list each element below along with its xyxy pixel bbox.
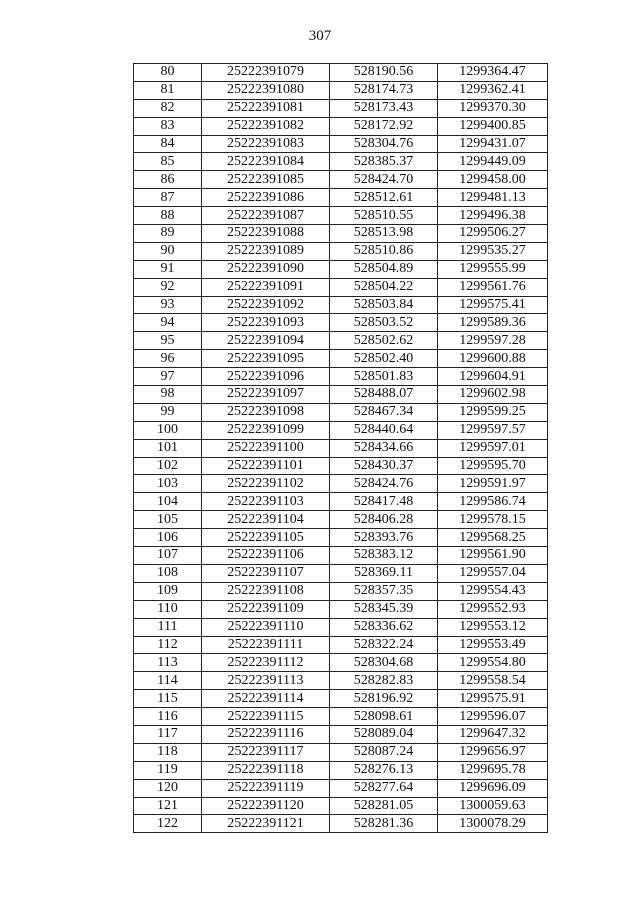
point-id-cell: 25222391087 xyxy=(202,207,330,225)
point-id-cell: 25222391121 xyxy=(202,815,330,833)
point-id-cell: 25222391081 xyxy=(202,99,330,117)
point-id-cell: 25222391106 xyxy=(202,547,330,565)
row-number-cell: 87 xyxy=(134,189,202,207)
row-number-cell: 86 xyxy=(134,171,202,189)
table-row xyxy=(134,547,548,565)
point-id-cell: 25222391085 xyxy=(202,171,330,189)
row-number-cell: 119 xyxy=(134,761,202,779)
table-row xyxy=(134,135,548,153)
point-id-cell: 25222391111 xyxy=(202,636,330,654)
point-id-cell: 25222391098 xyxy=(202,403,330,421)
row-number-cell: 90 xyxy=(134,242,202,260)
point-id-cell: 25222391083 xyxy=(202,135,330,153)
y-coordinate-cell: 1300078.29 xyxy=(438,815,548,833)
table-row xyxy=(134,708,548,726)
table-row xyxy=(134,81,548,99)
table-row xyxy=(134,296,548,314)
x-coordinate-cell: 528276.13 xyxy=(330,761,438,779)
table-row xyxy=(134,99,548,117)
point-id-cell: 25222391118 xyxy=(202,761,330,779)
table-row xyxy=(134,797,548,815)
x-coordinate-cell: 528504.22 xyxy=(330,278,438,296)
x-coordinate-cell: 528510.55 xyxy=(330,207,438,225)
point-id-cell: 25222391096 xyxy=(202,368,330,386)
table-body xyxy=(134,64,548,833)
x-coordinate-cell: 528282.83 xyxy=(330,672,438,690)
table-row xyxy=(134,564,548,582)
row-number-cell: 93 xyxy=(134,296,202,314)
table-row xyxy=(134,278,548,296)
y-coordinate-cell: 1299575.41 xyxy=(438,296,548,314)
x-coordinate-cell: 528510.86 xyxy=(330,242,438,260)
y-coordinate-cell: 1299604.91 xyxy=(438,368,548,386)
table-row xyxy=(134,350,548,368)
point-id-cell: 25222391089 xyxy=(202,242,330,260)
point-id-cell: 25222391091 xyxy=(202,278,330,296)
point-id-cell: 25222391090 xyxy=(202,260,330,278)
x-coordinate-cell: 528281.36 xyxy=(330,815,438,833)
y-coordinate-cell: 1299578.15 xyxy=(438,511,548,529)
row-number-cell: 95 xyxy=(134,332,202,350)
row-number-cell: 85 xyxy=(134,153,202,171)
point-id-cell: 25222391097 xyxy=(202,386,330,404)
y-coordinate-cell: 1299597.57 xyxy=(438,421,548,439)
x-coordinate-cell: 528424.76 xyxy=(330,475,438,493)
x-coordinate-cell: 528336.62 xyxy=(330,618,438,636)
row-number-cell: 101 xyxy=(134,439,202,457)
row-number-cell: 81 xyxy=(134,81,202,99)
table-row xyxy=(134,421,548,439)
y-coordinate-cell: 1299568.25 xyxy=(438,529,548,547)
point-id-cell: 25222391094 xyxy=(202,332,330,350)
x-coordinate-cell: 528089.04 xyxy=(330,725,438,743)
row-number-cell: 103 xyxy=(134,475,202,493)
table-row xyxy=(134,189,548,207)
table-row xyxy=(134,403,548,421)
row-number-cell: 117 xyxy=(134,725,202,743)
row-number-cell: 105 xyxy=(134,511,202,529)
x-coordinate-cell: 528277.64 xyxy=(330,779,438,797)
row-number-cell: 88 xyxy=(134,207,202,225)
table-row xyxy=(134,457,548,475)
table-row xyxy=(134,600,548,618)
y-coordinate-cell: 1299597.28 xyxy=(438,332,548,350)
y-coordinate-cell: 1299554.80 xyxy=(438,654,548,672)
point-id-cell: 25222391112 xyxy=(202,654,330,672)
table-row xyxy=(134,636,548,654)
row-number-cell: 89 xyxy=(134,225,202,243)
table-row xyxy=(134,511,548,529)
table-row xyxy=(134,672,548,690)
y-coordinate-cell: 1299458.00 xyxy=(438,171,548,189)
table-row xyxy=(134,368,548,386)
point-id-cell: 25222391095 xyxy=(202,350,330,368)
point-id-cell: 25222391079 xyxy=(202,64,330,82)
table-row xyxy=(134,225,548,243)
row-number-cell: 112 xyxy=(134,636,202,654)
x-coordinate-cell: 528385.37 xyxy=(330,153,438,171)
x-coordinate-cell: 528172.92 xyxy=(330,117,438,135)
y-coordinate-cell: 1299696.09 xyxy=(438,779,548,797)
point-id-cell: 25222391102 xyxy=(202,475,330,493)
point-id-cell: 25222391114 xyxy=(202,690,330,708)
table-row xyxy=(134,153,548,171)
y-coordinate-cell: 1299589.36 xyxy=(438,314,548,332)
y-coordinate-cell: 1299535.27 xyxy=(438,242,548,260)
table-row xyxy=(134,64,548,82)
table-row xyxy=(134,439,548,457)
table-row xyxy=(134,743,548,761)
x-coordinate-cell: 528304.68 xyxy=(330,654,438,672)
y-coordinate-cell: 1299555.99 xyxy=(438,260,548,278)
row-number-cell: 102 xyxy=(134,457,202,475)
x-coordinate-cell: 528393.76 xyxy=(330,529,438,547)
point-id-cell: 25222391115 xyxy=(202,708,330,726)
y-coordinate-cell: 1299596.07 xyxy=(438,708,548,726)
row-number-cell: 107 xyxy=(134,547,202,565)
row-number-cell: 115 xyxy=(134,690,202,708)
row-number-cell: 96 xyxy=(134,350,202,368)
x-coordinate-cell: 528383.12 xyxy=(330,547,438,565)
x-coordinate-cell: 528501.83 xyxy=(330,368,438,386)
y-coordinate-cell: 1299431.07 xyxy=(438,135,548,153)
point-id-cell: 25222391101 xyxy=(202,457,330,475)
point-id-cell: 25222391120 xyxy=(202,797,330,815)
x-coordinate-cell: 528196.92 xyxy=(330,690,438,708)
y-coordinate-cell: 1299656.97 xyxy=(438,743,548,761)
y-coordinate-cell: 1299561.90 xyxy=(438,547,548,565)
row-number-cell: 92 xyxy=(134,278,202,296)
y-coordinate-cell: 1299600.88 xyxy=(438,350,548,368)
row-number-cell: 98 xyxy=(134,386,202,404)
y-coordinate-cell: 1299695.78 xyxy=(438,761,548,779)
y-coordinate-cell: 1299595.70 xyxy=(438,457,548,475)
x-coordinate-cell: 528513.98 xyxy=(330,225,438,243)
x-coordinate-cell: 528173.43 xyxy=(330,99,438,117)
y-coordinate-cell: 1299599.25 xyxy=(438,403,548,421)
table-row xyxy=(134,314,548,332)
row-number-cell: 113 xyxy=(134,654,202,672)
table-row xyxy=(134,260,548,278)
x-coordinate-cell: 528174.73 xyxy=(330,81,438,99)
y-coordinate-cell: 1299496.38 xyxy=(438,207,548,225)
y-coordinate-cell: 1299370.30 xyxy=(438,99,548,117)
y-coordinate-cell: 1299362.41 xyxy=(438,81,548,99)
x-coordinate-cell: 528430.37 xyxy=(330,457,438,475)
y-coordinate-cell: 1299591.97 xyxy=(438,475,548,493)
x-coordinate-cell: 528467.34 xyxy=(330,403,438,421)
row-number-cell: 100 xyxy=(134,421,202,439)
x-coordinate-cell: 528440.64 xyxy=(330,421,438,439)
row-number-cell: 83 xyxy=(134,117,202,135)
y-coordinate-cell: 1299557.04 xyxy=(438,564,548,582)
row-number-cell: 110 xyxy=(134,600,202,618)
table-row xyxy=(134,690,548,708)
row-number-cell: 94 xyxy=(134,314,202,332)
y-coordinate-cell: 1299647.32 xyxy=(438,725,548,743)
point-id-cell: 25222391108 xyxy=(202,582,330,600)
point-id-cell: 25222391110 xyxy=(202,618,330,636)
point-id-cell: 25222391113 xyxy=(202,672,330,690)
point-id-cell: 25222391093 xyxy=(202,314,330,332)
page-number: 307 xyxy=(308,28,332,44)
x-coordinate-cell: 528424.70 xyxy=(330,171,438,189)
point-id-cell: 25222391086 xyxy=(202,189,330,207)
table-row xyxy=(134,117,548,135)
point-id-cell: 25222391107 xyxy=(202,564,330,582)
x-coordinate-cell: 528345.39 xyxy=(330,600,438,618)
point-id-cell: 25222391100 xyxy=(202,439,330,457)
table-row xyxy=(134,242,548,260)
y-coordinate-cell: 1299561.76 xyxy=(438,278,548,296)
point-id-cell: 25222391082 xyxy=(202,117,330,135)
row-number-cell: 114 xyxy=(134,672,202,690)
x-coordinate-cell: 528504.89 xyxy=(330,260,438,278)
table-row xyxy=(134,618,548,636)
y-coordinate-cell: 1299364.47 xyxy=(438,64,548,82)
table-row xyxy=(134,654,548,672)
table-row xyxy=(134,475,548,493)
x-coordinate-cell: 528434.66 xyxy=(330,439,438,457)
point-id-cell: 25222391092 xyxy=(202,296,330,314)
point-id-cell: 25222391103 xyxy=(202,493,330,511)
row-number-cell: 108 xyxy=(134,564,202,582)
x-coordinate-cell: 528190.56 xyxy=(330,64,438,82)
row-number-cell: 97 xyxy=(134,368,202,386)
x-coordinate-cell: 528512.61 xyxy=(330,189,438,207)
x-coordinate-cell: 528281.05 xyxy=(330,797,438,815)
y-coordinate-cell: 1300059.63 xyxy=(438,797,548,815)
point-id-cell: 25222391116 xyxy=(202,725,330,743)
point-id-cell: 25222391105 xyxy=(202,529,330,547)
point-id-cell: 25222391104 xyxy=(202,511,330,529)
row-number-cell: 104 xyxy=(134,493,202,511)
y-coordinate-cell: 1299586.74 xyxy=(438,493,548,511)
point-id-cell: 25222391109 xyxy=(202,600,330,618)
x-coordinate-cell: 528087.24 xyxy=(330,743,438,761)
row-number-cell: 118 xyxy=(134,743,202,761)
row-number-cell: 84 xyxy=(134,135,202,153)
point-id-cell: 25222391117 xyxy=(202,743,330,761)
row-number-cell: 109 xyxy=(134,582,202,600)
y-coordinate-cell: 1299553.49 xyxy=(438,636,548,654)
y-coordinate-cell: 1299481.13 xyxy=(438,189,548,207)
row-number-cell: 82 xyxy=(134,99,202,117)
table-row xyxy=(134,493,548,511)
point-id-cell: 25222391080 xyxy=(202,81,330,99)
x-coordinate-cell: 528417.48 xyxy=(330,493,438,511)
x-coordinate-cell: 528502.62 xyxy=(330,332,438,350)
row-number-cell: 122 xyxy=(134,815,202,833)
row-number-cell: 116 xyxy=(134,708,202,726)
table-row xyxy=(134,779,548,797)
x-coordinate-cell: 528488.07 xyxy=(330,386,438,404)
point-id-cell: 25222391084 xyxy=(202,153,330,171)
table-row xyxy=(134,761,548,779)
table-row xyxy=(134,815,548,833)
y-coordinate-cell: 1299553.12 xyxy=(438,618,548,636)
y-coordinate-cell: 1299554.43 xyxy=(438,582,548,600)
row-number-cell: 99 xyxy=(134,403,202,421)
table-row xyxy=(134,582,548,600)
y-coordinate-cell: 1299449.09 xyxy=(438,153,548,171)
point-id-cell: 25222391099 xyxy=(202,421,330,439)
x-coordinate-cell: 528357.35 xyxy=(330,582,438,600)
table-row xyxy=(134,207,548,225)
table-row xyxy=(134,725,548,743)
point-id-cell: 25222391119 xyxy=(202,779,330,797)
y-coordinate-cell: 1299558.54 xyxy=(438,672,548,690)
x-coordinate-cell: 528369.11 xyxy=(330,564,438,582)
row-number-cell: 80 xyxy=(134,64,202,82)
y-coordinate-cell: 1299506.27 xyxy=(438,225,548,243)
x-coordinate-cell: 528322.24 xyxy=(330,636,438,654)
x-coordinate-cell: 528503.84 xyxy=(330,296,438,314)
point-id-cell: 25222391088 xyxy=(202,225,330,243)
x-coordinate-cell: 528406.28 xyxy=(330,511,438,529)
table-row xyxy=(134,171,548,189)
table-row xyxy=(134,332,548,350)
row-number-cell: 91 xyxy=(134,260,202,278)
row-number-cell: 121 xyxy=(134,797,202,815)
y-coordinate-cell: 1299597.01 xyxy=(438,439,548,457)
y-coordinate-cell: 1299602.98 xyxy=(438,386,548,404)
y-coordinate-cell: 1299400.85 xyxy=(438,117,548,135)
row-number-cell: 120 xyxy=(134,779,202,797)
x-coordinate-cell: 528502.40 xyxy=(330,350,438,368)
row-number-cell: 111 xyxy=(134,618,202,636)
table-row xyxy=(134,386,548,404)
table-row xyxy=(134,529,548,547)
x-coordinate-cell: 528503.52 xyxy=(330,314,438,332)
coordinates-table xyxy=(133,63,548,833)
y-coordinate-cell: 1299575.91 xyxy=(438,690,548,708)
x-coordinate-cell: 528098.61 xyxy=(330,708,438,726)
row-number-cell: 106 xyxy=(134,529,202,547)
y-coordinate-cell: 1299552.93 xyxy=(438,600,548,618)
x-coordinate-cell: 528304.76 xyxy=(330,135,438,153)
